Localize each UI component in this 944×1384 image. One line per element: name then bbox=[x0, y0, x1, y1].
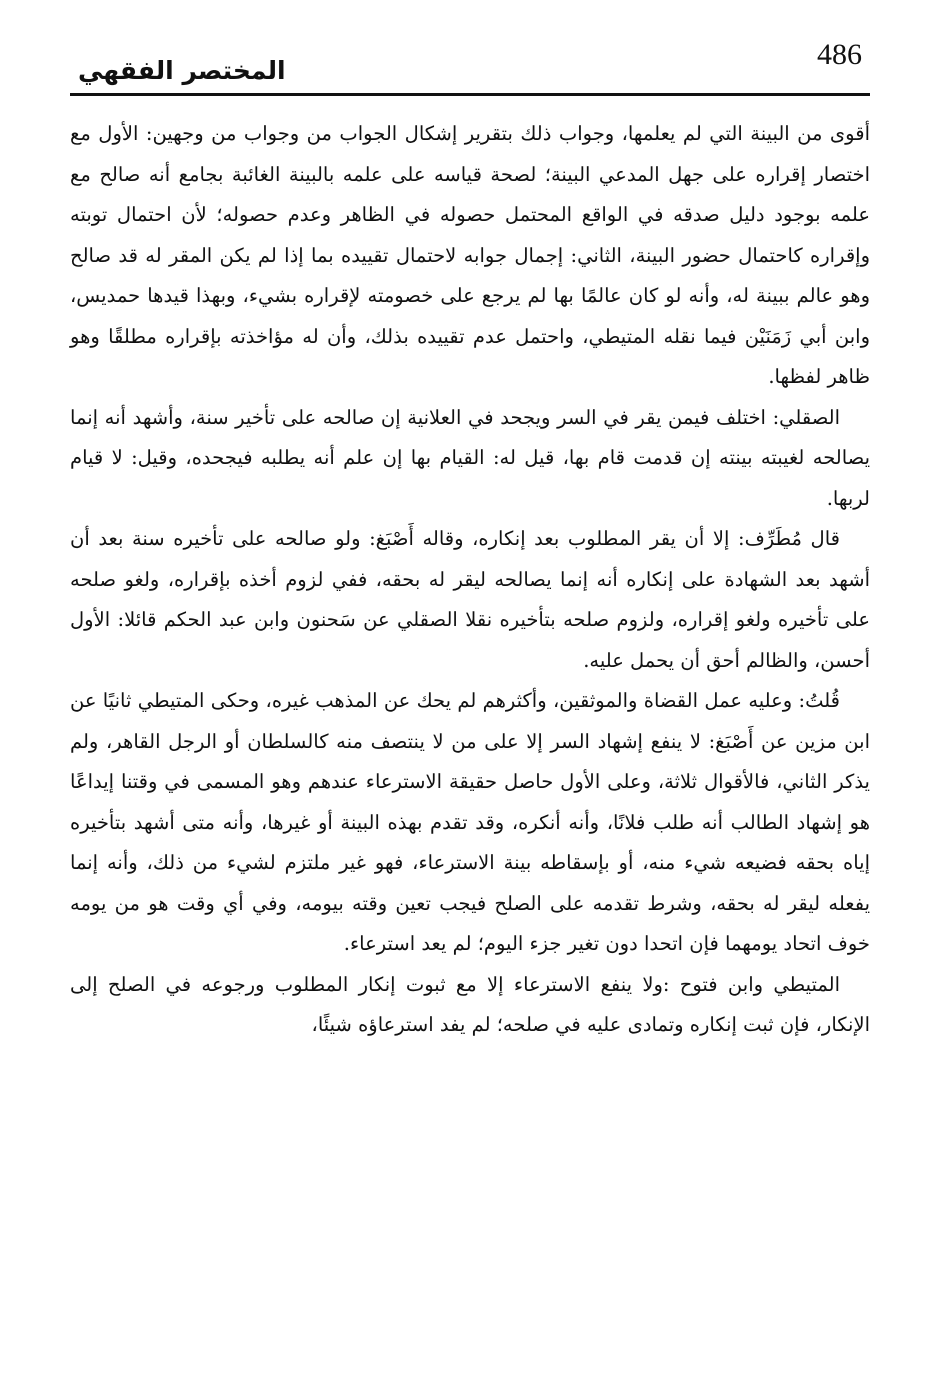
paragraph: قال مُطَرِّف: إلا أن يقر المطلوب بعد إنكاره، وقاله أَصْبَغ: ولو صالحه على تأخيره سنة بعد أن أشهد بعد الشهادة على إنكاره أنه إنما يصالحه ليقر له بحقه، ففي لزوم أخذه بإقراره، ولغو صلحه على تأخيره ولغو إقراره، ولزوم صلحه بتأخيره نقلا الصقلي عن سَحنون وابن عبد الحكم قائلا: الأول أحسن، والظالم أحق أن يحمل عليه. bbox=[70, 527, 870, 672]
body-text bbox=[70, 114, 870, 1046]
header-rule bbox=[70, 93, 870, 96]
paragraph: الصقلي: اختلف فيمن يقر في السر ويجحد في العلانية إن صالحه على تأخير سنة، وأشهد أنه إنما يصالحه لغيبته بينته إن قدمت قام بها، قيل له: القيام بها إن علم أنه يطلبه فيجحده، وقيل: لا قيام لربها. bbox=[70, 405, 870, 510]
paragraph: قُلتُ: وعليه عمل القضاة والموثقين، وأكثرهم لم يحك عن المذهب غيره، وحكى المتيطي ثانيًا عن ابن مزين عن أَصْبَغ: لا ينفع إشهاد السر إلا على من لا ينتصف منه كالسلطان أو الرجل القاهر، ولم يذكر الثاني، فالأقوال ثلاثة، وعلى الأول حاصل حقيقة الاسترعاء عندهم وهو المسمى في وقتنا إيداعًا هو إشهاد الطالب أنه طلب فلانًا، وأنه أنكره، وقد تقدم بهذه البينة أو غيرها، وأنه متى أشهد بتأخيره إياه بحقه فضيعه شيء منه، أو بإسقاطه بينة الاسترعاء، فهو غير ملتزم لشيء من ذلك، وأنه إنما يفعله ليقر له بحقه، وشرط تقدمه على الصلح فيجب تعين وقته بيومه، وفي أي وقت هو من يومه خوف اتحاد يومهما فإن اتحدا دون تغير جزء اليوم؛ لم يعد استرعاء. bbox=[70, 689, 870, 955]
paragraph: أقوى من البينة التي لم يعلمها، وجواب ذلك بتقرير إشكال الجواب من وجواب من وجهين: الأول مع اختصار إقراره على جهل المدعي البينة؛ لصحة قياسه على علمه بالبينة الغائبة بجامع أنه صالح مع علمه بوجود دليل صدقه في الواقع المحتمل حصوله في الظاهر وعدم حصوله؛ لأن احتمال توبته وإقراره كاحتمال حضور البينة، الثاني: إجمال جوابه لاحتمال تقييده بما إذا لم يكن المقر له قد صالح وهو عالم ببينة له، وأنه لو كان عالمًا بها لم يرجع على خصومته لإقراره بشيء، وبهذا قيدها حمديس، وابن أبي زَمَنَيْن فيما نقله المتيطي، واحتمل عدم تقييده بذلك، وأن له مؤاخذته بإقراره مطلقًا وهو ظاهر لفظها. bbox=[70, 122, 870, 388]
paragraph: المتيطي وابن فتوح :ولا ينفع الاسترعاء إلا مع ثبوت إنكار المطلوب ورجوعه في الصلح إلى الإنكار، فإن ثبت إنكاره وتمادى عليه في صلحه؛ لم يفد استرعاؤه شيئًا، bbox=[70, 972, 870, 1036]
running-title: المختصر الفقهي bbox=[78, 56, 286, 85]
book-page bbox=[70, 38, 870, 1358]
page-number: 486 bbox=[817, 38, 862, 71]
page-header bbox=[70, 38, 870, 100]
